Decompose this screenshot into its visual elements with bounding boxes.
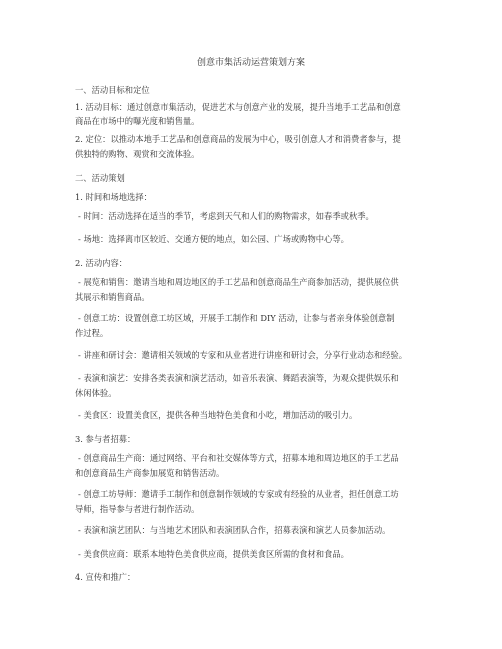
text-line: - 创意商品生产商：通过网络、平台和社交媒体等方式，招募本地和周边地区的手工艺品 — [78, 453, 399, 463]
text-line: 二、活动策划 — [75, 173, 125, 183]
text-line: 3. 参与者招募： — [75, 434, 136, 444]
text-line: 1. 活动目标：通过创意市集活动，促进艺术与创意产业的发展，提升当地手工艺品和创意 — [75, 102, 401, 112]
document-title: 创意市集活动运营策划方案 — [196, 58, 305, 68]
text-line: 导师，指导参与者进行制作活动。 — [75, 504, 200, 514]
text-line: - 美食区：设置美食区，提供各种当地特色美食和小吃，增加活动的吸引力。 — [78, 410, 358, 420]
text-line: 2. 定位：以推动本地手工艺品和创意商品的发展为中心，吸引创意人才和消费者参与，提 — [75, 134, 401, 144]
text-line: 4. 宣传和推广： — [75, 572, 136, 582]
text-line: - 表演和演艺：安排各类表演和演艺活动，如音乐表演、舞蹈表演等，为观众提供娱乐和 — [78, 373, 399, 383]
text-line: - 创意工坊：设置创意工坊区域，开展手工制作和 DIY 活动，让参与者亲身体验创意制 — [78, 313, 395, 323]
text-line: - 美食供应商：联系本地特色美食供应商，提供美食区所需的食材和食品。 — [78, 549, 349, 559]
text-line: - 场地：选择离市区较近、交通方便的地点，如公园、广场或购物中心等。 — [78, 234, 349, 244]
text-line: 商品在市场中的曝光度和销售量。 — [75, 116, 200, 126]
text-line: 一、活动目标和定位 — [75, 85, 150, 95]
text-line: 休闲体验。 — [75, 388, 117, 398]
text-line: - 表演和演艺团队：与当地艺术团队和表演团队合作，招募表演和演艺人员参加活动。 — [78, 525, 391, 535]
text-line: 1. 时间和场地选择： — [75, 192, 152, 202]
text-line: 2. 活动内容： — [75, 258, 128, 268]
text-line: - 讲座和研讨会：邀请相关领域的专家和从业者进行讲座和研讨会，分享行业动态和经验。 — [78, 350, 408, 360]
text-line: 和创意商品生产商参加展览和销售活动。 — [75, 468, 225, 478]
text-line: - 创意工坊导师：邀请手工制作和创意制作领域的专家或有经验的从业者，担任创意工坊 — [78, 489, 399, 499]
text-line: - 时间：活动选择在适当的季节，考虑到天气和人们的购物需求，如春季或秋季。 — [78, 211, 374, 221]
text-line: 供独特的购物、观赏和交流体验。 — [75, 149, 200, 159]
text-line: 作过程。 — [75, 328, 109, 338]
text-line: 其展示和销售商品。 — [75, 292, 150, 302]
text-line: - 展览和销售：邀请当地和周边地区的手工艺品和创意商品生产商参加活动，提供展位供 — [78, 277, 399, 287]
